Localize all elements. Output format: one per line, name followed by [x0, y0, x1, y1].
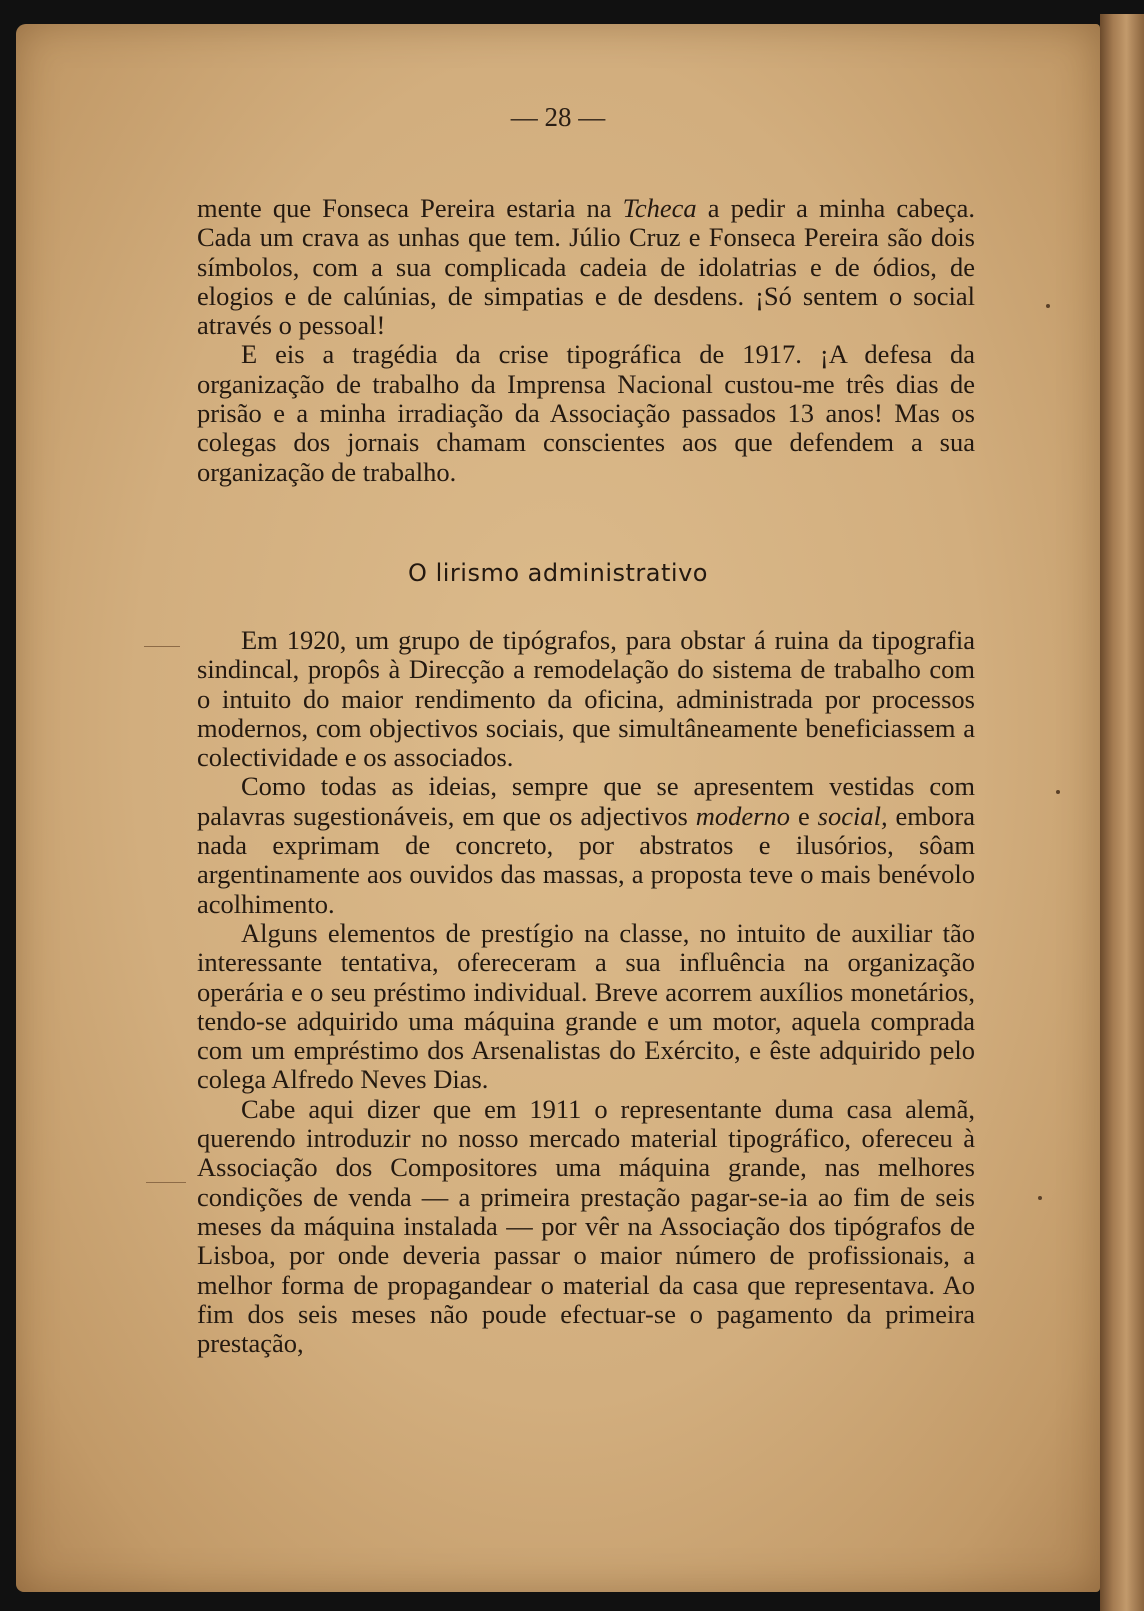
paper-speck	[1056, 790, 1060, 794]
paragraph: Alguns elementos de prestígio na classe, no intuito de auxiliar tão interessante tentativa, ofereceram a sua influência na organização operária e o seu préstimo individual. Breve acorrem auxílios monetários, tendo-se adquirido uma máquina grande e um motor, aquela comprada com um empréstimo dos Arsenalistas do Exército, e êste adquirido pelo colega Alfredo Neves Dias.	[197, 917, 975, 1095]
page-number: — 28 —	[510, 102, 606, 132]
paragraph: mente que Fonseca Pereira estaria na Tcheca a pedir a minha cabeça. Cada um crava as unhas que tem. Júlio Cruz e Fonseca Pereira são dois símbolos, com a sua complicada cadeia de idolatrias e de ódios, de elogios e de calúnias, de simpatias e de desdens. ¡Só sentem o social através o pessoal!	[197, 193, 976, 341]
next-page-edge	[1100, 14, 1144, 1611]
text-block-top	[197, 194, 975, 487]
paragraph: Em 1920, um grupo de tipógrafos, para obstar á ruina da tipografia sindincal, propôs à Direcção a remodelação do sistema de trabalho com o intuito do maior rendimento da oficina, administrada por processos modernos, com objectivos sociais, que simultâneamente beneficiassem a colectividade e os associados.	[197, 625, 975, 773]
text-block-bottom	[197, 626, 975, 1358]
paper-speck	[1046, 304, 1050, 308]
section-heading: O lirismo administrativo	[408, 559, 708, 587]
book-page	[16, 24, 1100, 1592]
paragraph: Cabe aqui dizer que em 1911 o representante duma casa alemã, querendo introduzir no nosso mercado material tipográfico, ofereceu à Associação dos Compositores uma máquina grande, nas melhores condições de venda — a primeira prestação pagar-se-ia ao fim de seis meses da máquina instalada — por vêr na Associação dos tipógrafos de Lisboa, por onde deveria passar o maior número de profissionais, a melhor forma de propagandear o material da casa que representava. Ao fim dos seis meses não poude efectuar-se o pagamento da primeira prestação,	[197, 1093, 975, 1359]
paper-speck	[1038, 1196, 1042, 1200]
paragraph: E eis a tragédia da crise tipográfica de 1917. ¡A defesa da organização de trabalho da Imprensa Nacional custou-me três dias de prisão e a minha irradiação da Associação passados 13 anos! Mas os colegas dos jornais chamam conscientes aos que defendem a sua organização de trabalho.	[197, 339, 975, 487]
margin-mark	[144, 646, 180, 647]
paragraph: Como todas as ideias, sempre que se apresentem vestidas com palavras sugestionáveis, em que os adjectivos moderno e social, embora nada exprimam de concreto, por abstratos e ilusórios, sôam argentinamente aos ouvidos das massas, a proposta teve o mais benévolo acolhimento.	[197, 771, 975, 919]
margin-mark	[146, 1182, 186, 1183]
